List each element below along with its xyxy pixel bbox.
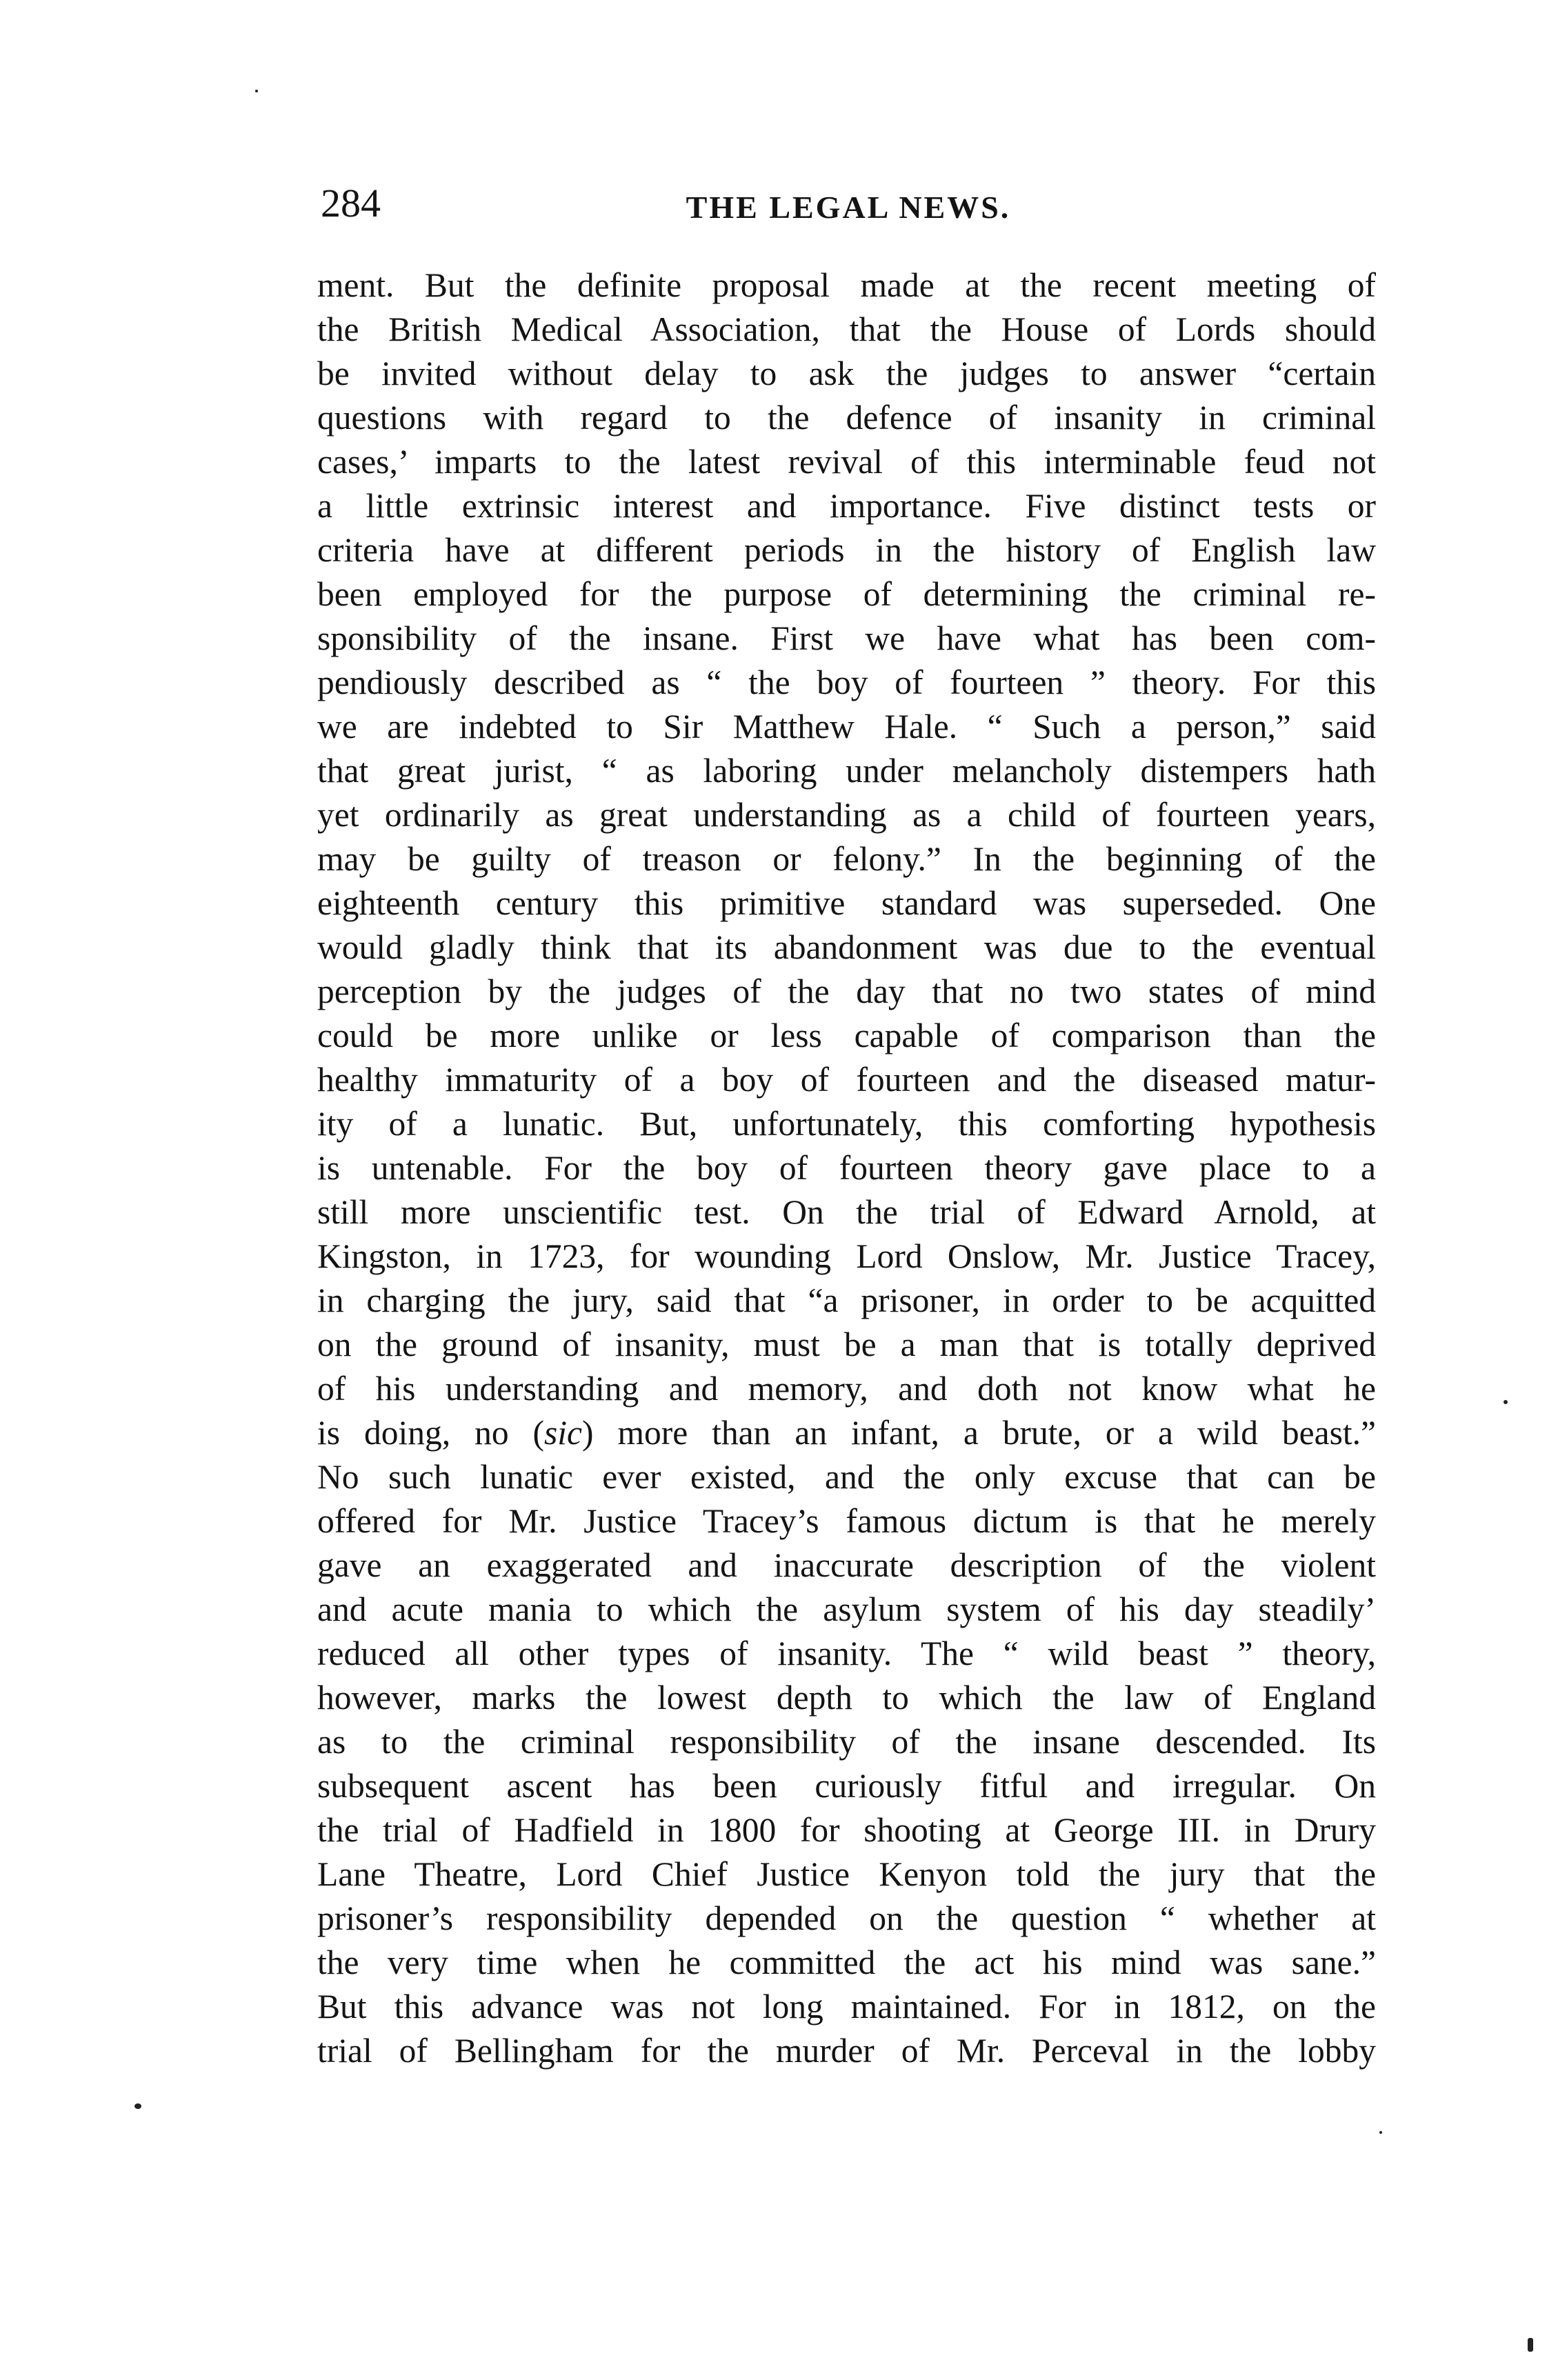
text-line: pendiously described as “ the boy of fourteen ” theory. For this [317,663,1376,701]
text-line: gave an exaggerated and inaccurate description of the violent [317,1546,1376,1584]
scan-speck [1528,2338,1533,2352]
text-line: is doing, no (sic) more than an infant, a brute, or a wild beast.” [317,1414,1376,1452]
text-line: But this advance was not long maintained. For in 1812, on the [317,1988,1376,2026]
text-line: the trial of Hadfield in 1800 for shooting at George III. in Drury [317,1811,1376,1849]
text-line: as to the criminal responsibility of the insane descended. Its [317,1723,1376,1761]
text-line: however, marks the lowest depth to which the law of England [317,1679,1376,1717]
text-line: could be more unlike or less capable of comparison than the [317,1017,1376,1054]
text-line: sponsibility of the insane. First we have what has been com- [317,619,1376,657]
text-line: questions with regard to the defence of insanity in criminal [317,399,1376,437]
scan-speck [1379,2131,1382,2134]
text-line: still more unscientific test. On the trial of Edward Arnold, at [317,1193,1376,1231]
text-line: ity of a lunatic. But, unfortunately, this comforting hypothesis [317,1105,1376,1143]
text-line: Kingston, in 1723, for wounding Lord Onslow, Mr. Justice Tracey, [317,1237,1376,1275]
text-line: on the ground of insanity, must be a man that is totally deprived [317,1326,1376,1363]
text-line: prisoner’s responsibility depended on the question “ whether at [317,1899,1376,1937]
text-line: No such lunatic ever existed, and the only excuse that can be [317,1458,1376,1496]
text-line: healthy immaturity of a boy of fourteen and the diseased matur- [317,1061,1376,1099]
text-line: criteria have at different periods in the history of English law [317,531,1376,569]
text-line: would gladly think that its abandonment was due to the eventual [317,928,1376,966]
text-line: may be guilty of treason or felony.” In the beginning of the [317,840,1376,878]
scan-speck [255,90,258,92]
text-line: offered for Mr. Justice Tracey’s famous dictum is that he merely [317,1502,1376,1540]
text-line: ment. But the definite proposal made at the recent meeting of [317,266,1376,304]
page-header [321,176,1376,231]
text-line: the British Medical Association, that the House of Lords should [317,310,1376,348]
page-number: 284 [321,181,381,226]
text-line: and acute mania to which the asylum system of his day steadily’ [317,1590,1376,1628]
text-line: been employed for the purpose of determining the criminal re- [317,575,1376,613]
text-line: that great jurist, “ as laboring under melancholy distempers hath [317,752,1376,790]
text-line: of his understanding and memory, and doth not know what he [317,1370,1376,1408]
running-title: THE LEGAL NEWS. [686,190,1011,225]
text-line: yet ordinarily as great understanding as a child of fourteen years, [317,796,1376,834]
body-text [317,263,1376,2073]
text-line: Lane Theatre, Lord Chief Justice Kenyon told the jury that the [317,1855,1376,1893]
text-line: perception by the judges of the day that no two states of mind [317,972,1376,1010]
text-line: the very time when he committed the act his mind was sane.” [317,1943,1376,1981]
text-line: a little extrinsic interest and importance. Five distinct tests or [317,487,1376,525]
text-line: trial of Bellingham for the murder of Mr. Perceval in the lobby [317,2032,1376,2070]
text-line: subsequent ascent has been curiously fitful and irregular. On [317,1767,1376,1805]
scan-speck [1504,1400,1508,1404]
text-line: cases,’ imparts to the latest revival of this interminable feud not [317,443,1376,481]
text-line: be invited without delay to ask the judges to answer “certain [317,354,1376,392]
text-line: reduced all other types of insanity. The “ wild beast ” theory, [317,1634,1376,1672]
text-line: eighteenth century this primitive standard was superseded. One [317,884,1376,922]
scan-speck [134,2103,141,2109]
text-line: is untenable. For the boy of fourteen theory gave place to a [317,1149,1376,1187]
text-line: in charging the jury, said that “a prisoner, in order to be acquitted [317,1281,1376,1319]
italic-sic: sic [544,1414,583,1452]
text-line: we are indebted to Sir Matthew Hale. “ Such a person,” said [317,708,1376,746]
